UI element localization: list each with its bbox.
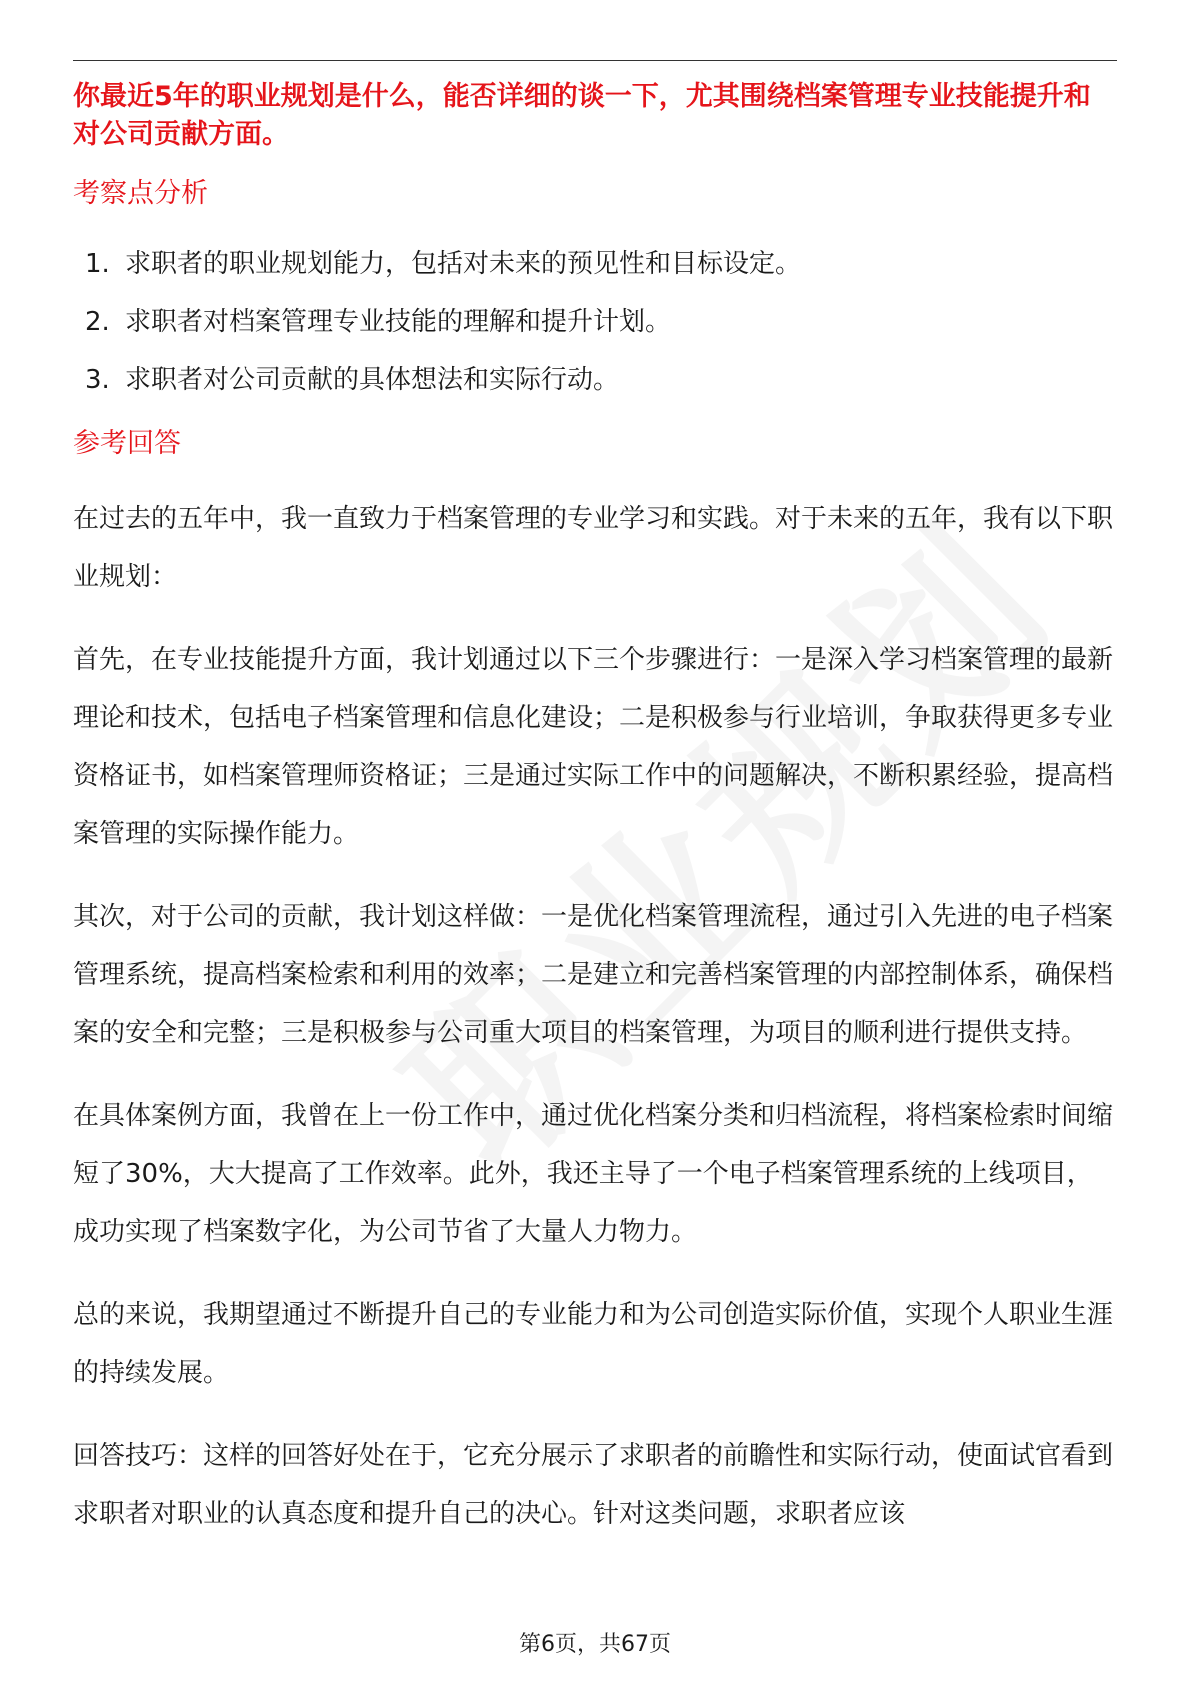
paragraph: 回答技巧：这样的回答好处在于，它充分展示了求职者的前瞻性和实际行动，使面试官看到求职者对职业的认真态度和提升自己的决心。针对这类问题，求职者应该: [73, 1441, 1114, 1529]
paragraph: 首先，在专业技能提升方面，我计划通过以下三个步骤进行：一是深入学习档案管理的最新理论和技术，包括电子档案管理和信息化建设；二是积极参与行业培训，争取获得更多专业资格证书，如档案管理师资格证；三是通过实际工作中的问题解决，不断积累经验，提高档案管理的实际操作能力。: [73, 645, 1114, 849]
paragraph: 总的来说，我期望通过不断提升自己的专业能力和为公司创造实际价值，实现个人职业生涯的持续发展。: [73, 1300, 1114, 1388]
list-number: 2.: [85, 307, 110, 337]
analysis-heading: 考察点分析: [73, 178, 208, 209]
list-item: [73, 362, 1117, 398]
list-text: 求职者对档案管理专业技能的理解和提升计划。: [125, 307, 672, 337]
list-number: 1.: [85, 249, 110, 279]
paragraph: 在具体案例方面，我曾在上一份工作中，通过优化档案分类和归档流程，将档案检索时间缩短了30%，大大提高了工作效率。此外，我还主导了一个电子档案管理系统的上线项目，成功实现了档案数字化，为公司节省了大量人力物力。: [73, 1101, 1114, 1247]
list-text: 求职者的职业规划能力，包括对未来的预见性和目标设定。: [125, 249, 802, 279]
list-item: [73, 304, 1117, 340]
question-title: 你最近5年的职业规划是什么，能否详细的谈一下，尤其围绕档案管理专业技能提升和对公司贡献方面。: [73, 81, 1091, 150]
paragraph: 在过去的五年中，我一直致力于档案管理的专业学习和实践。对于未来的五年，我有以下职业规划：: [73, 504, 1114, 592]
analysis-list: [73, 246, 1117, 398]
list-item: [73, 246, 1117, 282]
paragraph: 其次，对于公司的贡献，我计划这样做：一是优化档案管理流程，通过引入先进的电子档案管理系统，提高档案检索和利用的效率；二是建立和完善档案管理的内部控制体系，确保档案的安全和完整；三是积极参与公司重大项目的档案管理，为项目的顺利进行提供支持。: [73, 902, 1114, 1048]
header-rule: [73, 60, 1117, 61]
list-text: 求职者对公司贡献的具体想法和实际行动。: [125, 365, 620, 395]
page-footer: 第6页，共67页: [519, 1632, 671, 1657]
document-body: [73, 78, 1117, 1543]
list-number: 3.: [85, 365, 110, 395]
answer-heading: 参考回答: [73, 428, 181, 459]
